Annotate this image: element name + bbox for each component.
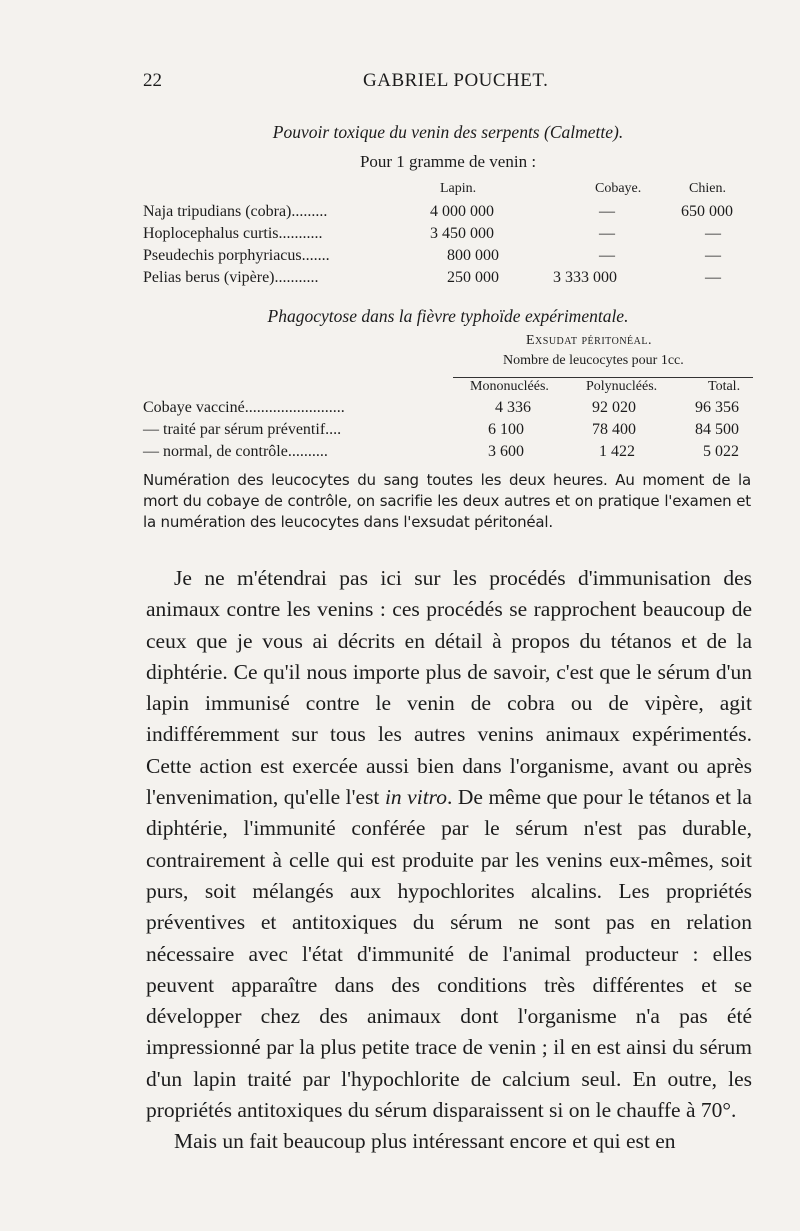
cell-chien: — [705, 225, 721, 242]
cell-lapin: 3 450 000 [430, 225, 494, 242]
table-row [143, 399, 753, 421]
cell-total: 84 500 [695, 421, 739, 438]
table-row [143, 443, 753, 465]
column-header-lapin: Lapin. [440, 181, 477, 196]
cell-chien: — [705, 269, 721, 286]
cell-poly: 78 400 [592, 421, 636, 438]
cell-lapin: 250 000 [447, 269, 499, 286]
venom-toxicity-table [143, 181, 753, 291]
table2-caption-row [143, 353, 753, 379]
cell-mono: 3 600 [488, 443, 524, 460]
table1-subtitle: Pour 1 gramme de venin : [359, 152, 537, 171]
cell-chien: — [705, 247, 721, 264]
row-label: Hoplocephalus curtis........... [143, 225, 323, 242]
cell-cobaye: — [599, 247, 615, 264]
cell-total: 5 022 [703, 443, 739, 460]
page-number: 22 [143, 70, 162, 91]
row-label: Cobaye vacciné......................... [143, 399, 345, 416]
leucocyte-caption: Nombre de leucocytes pour 1cc. [503, 353, 684, 368]
running-head: GABRIEL POUCHET. [363, 70, 549, 91]
table-footnote: Numération des leucocytes du sang toutes les deux heures. Au moment de la mort du cobaye de contrôle, on sacrifie les deux autres et on pratique l'examen et la numération des leucocytes dans l'exsudat péritonéal. [143, 471, 751, 531]
cell-cobaye: 3 333 000 [553, 269, 617, 286]
paragraph [146, 563, 752, 1126]
cell-poly: 92 020 [592, 399, 636, 416]
row-label: Pseudechis porphyriacus....... [143, 247, 330, 264]
row-label: — normal, de contrôle.......... [143, 443, 328, 460]
table-row [143, 269, 753, 291]
cell-mono: 6 100 [488, 421, 524, 438]
table-row [143, 247, 753, 269]
phagocytosis-table [143, 333, 753, 465]
column-header-poly: Polynucléés. [586, 379, 658, 394]
cell-poly: 1 422 [599, 443, 635, 460]
paragraph-text: Mais un fait beaucoup plus intéressant encore et qui est en [174, 1129, 676, 1154]
row-label: Naja tripudians (cobra)......... [143, 203, 328, 220]
row-label: — traité par sérum préventif.... [143, 421, 342, 438]
paragraph [146, 1126, 752, 1157]
section-label: Exsudat péritonéal. [526, 333, 652, 348]
cell-lapin: 800 000 [447, 247, 499, 264]
table2-section-row [143, 333, 753, 353]
column-header-mono: Mononucléés. [470, 379, 549, 394]
cell-chien: 650 000 [681, 203, 733, 220]
paragraph-text: . De même que pour le tétanos et la diphtérie, l'immunité conférée par le sérum n'est pas durable, contrairement à celle qui est produite par les venins eux-mêmes, soit purs, soit mélangés aux hypochlorites alcalins. Les propriétés préventives et antitoxiques du sérum ne sont pas en relation nécessaire avec l'état d'immunité de l'animal producteur : elles peuvent apparaître dans des conditions très différentes et se développer chez des animaux dont l'organisme n'a pas été impressionné par la plus petite trace de venin ; il en est ainsi du sérum d'un lapin traité par l'hypochlorite de calcium seul. En outre, les propriétés antitoxiques du sérum disparaissent si on le chauffe à 70°. [146, 785, 752, 1123]
table-row [143, 203, 753, 225]
table-row [143, 421, 753, 443]
cell-mono: 4 336 [495, 399, 531, 416]
main-text [146, 563, 752, 1158]
page-header [143, 70, 753, 94]
cell-cobaye: — [599, 225, 615, 242]
table1-header-row [143, 181, 753, 203]
column-header-chien: Chien. [689, 181, 726, 196]
table-row [143, 225, 753, 247]
cell-cobaye: — [599, 203, 615, 220]
cell-lapin: 4 000 000 [430, 203, 494, 220]
paragraph-text: Je ne m'étendrai pas ici sur les procédés d'immunisation des animaux contre les venins : ces procédés se rapprochent beaucoup de ceux que je vous ai décrits en détail à propos du tétanos et de la diphtérie. Ce qu'il nous importe plus de savoir, c'est que le sérum d'un lapin immunisé contre le venin de cobra ou de vipère, agit indifféremment sur tous les autres venins animaux expérimentés. Cette action est exercée aussi bien dans l'organisme, avant ou après l'envenimation, qu'elle l'est [146, 566, 752, 810]
caption-rule [453, 377, 753, 378]
table2-title: Phagocytose dans la fièvre typhoïde expérimentale. [267, 306, 629, 326]
table1-title: Pouvoir toxique du venin des serpents (Calmette). [272, 122, 624, 142]
italic-term: in vitro [384, 785, 447, 810]
row-label: Pelias berus (vipère)........... [143, 269, 319, 286]
cell-total: 96 356 [695, 399, 739, 416]
column-header-total: Total. [708, 379, 741, 394]
column-header-cobaye: Cobaye. [595, 181, 642, 196]
table2-header-row [143, 379, 753, 399]
